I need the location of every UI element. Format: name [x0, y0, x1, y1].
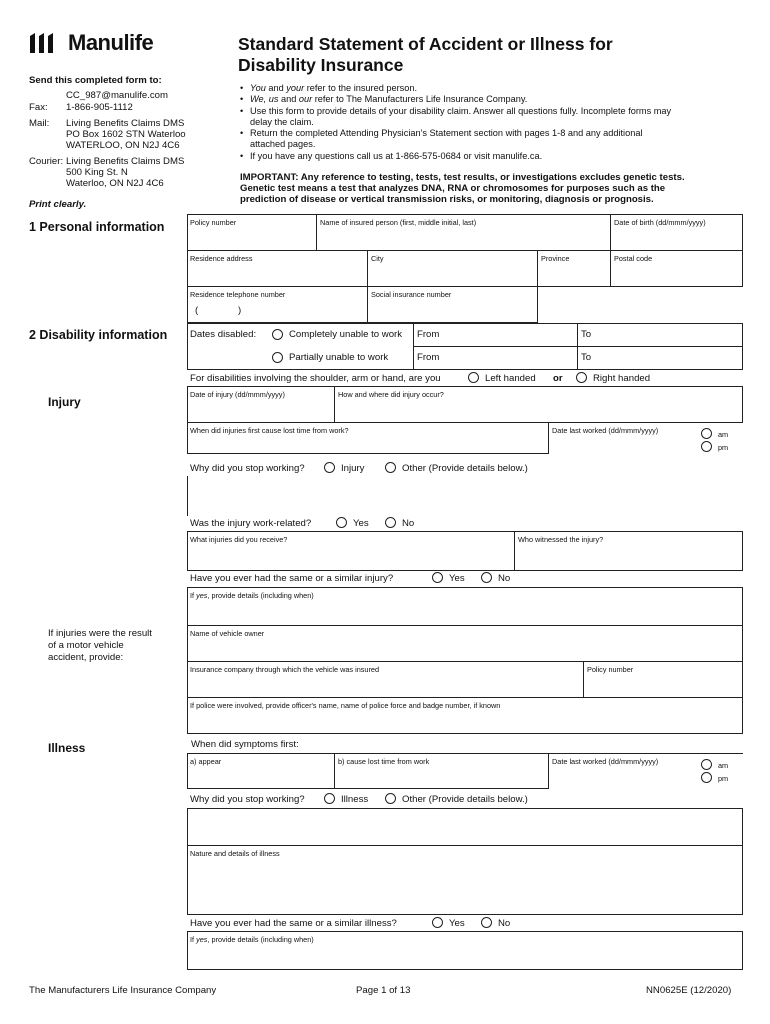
send-email: CC_987@manulife.com [66, 90, 168, 101]
completely-to-label: To [581, 329, 592, 340]
cause-lost-time-field[interactable] [336, 767, 546, 786]
police-label: If police were involved, provide officer's name, name of police force and badge number, if known [190, 701, 501, 710]
partially-to-field[interactable] [597, 348, 740, 368]
who-witnessed-field[interactable] [516, 545, 740, 568]
manulife-logo-icon [29, 32, 55, 54]
same-injury-no-label: No [498, 573, 511, 584]
injury-why-stop-label: Why did you stop working? [190, 463, 305, 474]
injury-am-label: am [718, 430, 729, 439]
logo-wordmark: Manulife [68, 30, 154, 55]
who-witnessed-label: Who witnessed the injury? [518, 535, 604, 544]
cause-lost-time-label: b) cause lost time from work [338, 757, 430, 766]
print-clearly: Print clearly. [29, 199, 87, 210]
same-illness-yes-radio[interactable] [432, 917, 443, 928]
same-injury-yes-radio[interactable] [432, 572, 443, 583]
partially-from-label: From [417, 352, 440, 363]
partially-unable-radio[interactable] [272, 352, 283, 363]
phone-label: Residence telephone number [190, 290, 286, 299]
city-label: City [371, 254, 384, 263]
partially-to-label: To [581, 352, 592, 363]
illness-date-last-worked-label: Date last worked (dd/mmm/yyyy) [552, 757, 659, 766]
illness-am-label: am [718, 761, 729, 770]
or-label: or [553, 373, 563, 384]
illness-other-details-field[interactable] [189, 810, 740, 843]
mail-line: WATERLOO, ON N2J 4C6 [66, 140, 180, 151]
same-illness-yes-label: Yes [449, 918, 465, 929]
illness-why-stop-label: Why did you stop working? [190, 794, 305, 805]
work-related-no-label: No [402, 518, 415, 529]
mva-label: accident, provide: [48, 652, 124, 663]
dates-disabled-label: Dates disabled: [190, 329, 257, 340]
fax-number: 1-866-905-1112 [66, 102, 133, 113]
postal-code-label: Postal code [614, 254, 653, 263]
completely-unable-label: Completely unable to work [289, 329, 403, 340]
illness-date-last-worked-field[interactable] [550, 767, 695, 786]
injury-pm-label: pm [718, 443, 729, 452]
completely-to-field[interactable] [597, 325, 740, 345]
courier-line: Living Benefits Claims DMS [66, 156, 185, 167]
illness-pm-radio[interactable] [701, 772, 712, 783]
illness-if-yes-field[interactable] [189, 945, 740, 967]
injury-other-details-field[interactable] [189, 478, 740, 514]
province-label: Province [541, 254, 570, 263]
injury-pm-radio[interactable] [701, 441, 712, 452]
completely-unable-radio[interactable] [272, 329, 283, 340]
instruction-item: • You and your refer to the insured person. [240, 83, 740, 94]
mva-label: of a motor vehicle [48, 640, 124, 651]
instruction-item: • We, us and our refer to The Manufacturers Life Insurance Company. [240, 94, 740, 105]
left-handed-label: Left handed [485, 373, 536, 384]
appear-field[interactable] [189, 767, 332, 786]
completely-from-field[interactable] [445, 325, 575, 345]
important-line2: Genetic test means a test that analyzes DNA, RNA or chromosomes for purposes such as the [240, 183, 666, 194]
form-title-line2: Disability Insurance [238, 55, 404, 75]
injury-if-yes-label: If yes, provide details (including when) [190, 591, 314, 600]
date-of-injury-field[interactable] [189, 400, 332, 420]
mail-line: PO Box 1602 STN Waterloo [66, 129, 186, 140]
work-related-no-radio[interactable] [385, 517, 396, 528]
illness-am-radio[interactable] [701, 759, 712, 770]
send-heading: Send this completed form to: [29, 75, 162, 86]
completely-from-label: From [417, 329, 440, 340]
same-illness-no-radio[interactable] [481, 917, 492, 928]
instructions-list [240, 83, 740, 162]
injury-date-last-worked-field[interactable] [550, 435, 695, 451]
right-handed-radio[interactable] [576, 372, 587, 383]
courier-label: Courier: [29, 156, 64, 167]
courier-line: 500 King St. N [66, 167, 128, 178]
residence-address-label: Residence address [190, 254, 253, 263]
phone-area-open: ( [195, 305, 199, 316]
injury-reason-radio[interactable] [324, 462, 335, 473]
nature-label: Nature and details of illness [190, 849, 280, 858]
same-injury-yes-label: Yes [449, 573, 465, 584]
postal-code-field[interactable] [612, 264, 740, 284]
vehicle-owner-field[interactable] [189, 639, 740, 659]
sin-label: Social insurance number [371, 290, 452, 299]
partially-from-field[interactable] [445, 348, 575, 368]
same-illness-no-label: No [498, 918, 511, 929]
what-injuries-field[interactable] [189, 545, 512, 568]
dob-label: Date of birth (dd/mmm/yyyy) [614, 218, 706, 227]
work-related-yes-label: Yes [353, 518, 369, 529]
illness-heading: Illness [48, 741, 86, 755]
fax-label: Fax: [29, 102, 48, 113]
dob-field[interactable] [612, 228, 740, 248]
partially-unable-label: Partially unable to work [289, 352, 389, 363]
how-where-label: How and where did injury occur? [338, 390, 444, 399]
insurance-company-field[interactable] [189, 675, 581, 696]
illness-reason-radio[interactable] [324, 793, 335, 804]
important-line3: prediction of disease or vertical transmission risks, or monitoring, diagnosis or prognosis. [240, 194, 654, 205]
phone-field[interactable] [189, 300, 365, 320]
work-related-yes-radio[interactable] [336, 517, 347, 528]
phone-area-close: ) [238, 305, 242, 316]
form-title-line1: Standard Statement of Accident or Illness for [238, 34, 613, 54]
work-related-label: Was the injury work-related? [190, 518, 312, 529]
mail-label: Mail: [29, 118, 50, 129]
injury-heading: Injury [48, 395, 81, 409]
first-lost-time-field[interactable] [189, 435, 546, 451]
footer-form-code: NN0625E (12/2020) [646, 985, 732, 996]
policy-number-field[interactable] [189, 228, 314, 248]
city-field[interactable] [369, 264, 535, 284]
sin-field[interactable] [369, 300, 535, 320]
illness-other-reason-label: Other (Provide details below.) [402, 794, 528, 805]
courier-line: Waterloo, ON N2J 4C6 [66, 178, 164, 189]
illness-reason-label: Illness [341, 794, 369, 805]
nature-field[interactable] [189, 859, 740, 913]
how-where-field[interactable] [336, 400, 740, 420]
injury-if-yes-field[interactable] [189, 601, 740, 623]
injury-other-reason-label: Other (Provide details below.) [402, 463, 528, 474]
illness-other-reason-radio[interactable] [385, 793, 396, 804]
injury-reason-label: Injury [341, 463, 365, 474]
date-of-injury-label: Date of injury (dd/mmm/yyyy) [190, 390, 285, 399]
residence-address-field[interactable] [189, 264, 365, 284]
vehicle-policy-number-label: Policy number [587, 665, 634, 674]
what-injuries-label: What injuries did you receive? [190, 535, 288, 544]
vehicle-owner-label: Name of vehicle owner [190, 629, 265, 638]
right-handed-label: Right handed [593, 373, 651, 384]
vehicle-policy-number-field[interactable] [585, 675, 740, 696]
province-field[interactable] [539, 264, 608, 284]
instruction-item: • Use this form to provide details of your disability claim. Answer all questions fully. Incomplete forms may delay the claim. [240, 106, 740, 129]
insured-name-field[interactable] [318, 228, 608, 248]
shoulder-question: For disabilities involving the shoulder, arm or hand, are you [190, 373, 441, 384]
manulife-logo [29, 30, 179, 56]
injury-other-reason-radio[interactable] [385, 462, 396, 473]
injury-am-radio[interactable] [701, 428, 712, 439]
illness-pm-label: pm [718, 774, 729, 783]
same-injury-no-radio[interactable] [481, 572, 492, 583]
footer-page: Page 1 of 13 [356, 985, 411, 996]
insured-name-label: Name of insured person (first, middle initial, last) [320, 218, 477, 227]
mva-label: If injuries were the result [48, 628, 152, 639]
police-field[interactable] [189, 711, 740, 732]
injury-date-last-worked-label: Date last worked (dd/mmm/yyyy) [552, 426, 659, 435]
left-handed-radio[interactable] [468, 372, 479, 383]
mail-line: Living Benefits Claims DMS [66, 118, 185, 129]
section1-heading: 1 Personal information [29, 220, 165, 234]
same-injury-label: Have you ever had the same or a similar injury? [190, 573, 394, 584]
instruction-item: • Return the completed Attending Physician's Statement section with pages 1-8 and any additional attached pages. [240, 128, 740, 151]
first-lost-time-label: When did injuries first cause lost time from work? [190, 426, 349, 435]
appear-label: a) appear [190, 757, 222, 766]
important-line1: IMPORTANT: Any reference to testing, tests, test results, or investigations excludes genetic tests. [240, 172, 685, 183]
symptoms-first-label: When did symptoms first: [191, 739, 299, 750]
illness-if-yes-label: If yes, provide details (including when) [190, 935, 314, 944]
section2-heading: 2 Disability information [29, 328, 168, 342]
same-illness-label: Have you ever had the same or a similar illness? [190, 918, 397, 929]
instruction-item: • If you have any questions call us at 1-866-575-0684 or visit manulife.ca. [240, 151, 740, 162]
policy-number-label: Policy number [190, 218, 237, 227]
footer-company: The Manufacturers Life Insurance Company [29, 985, 217, 996]
insurance-company-label: Insurance company through which the vehicle was insured [190, 665, 380, 674]
